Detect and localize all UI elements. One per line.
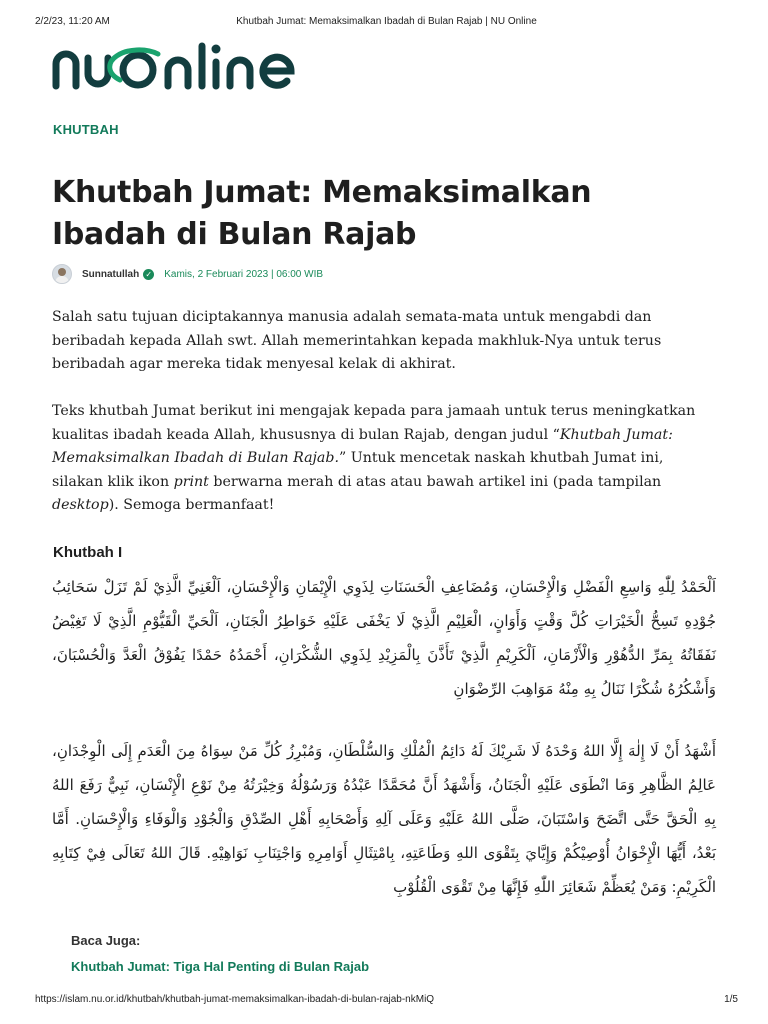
paragraph-italic-desktop: desktop <box>52 497 109 514</box>
paragraph-italic-title: Khutbah Jumat: Memaksimalkan Ibadah di Bulan Rajab. <box>52 426 673 467</box>
print-timestamp: 2/2/23, 11:20 AM <box>35 16 110 27</box>
verified-check-icon: ✓ <box>143 269 154 280</box>
author-avatar[interactable] <box>52 264 72 284</box>
paragraph-intro: Salah satu tujuan diciptakannya manusia adalah semata-mata untuk mengabdi dan beribadah kepada Allah swt. Allah memerintahkan kepada makhluk-Nya untuk terus beribadah agar mereka tidak menyesal kelak di akhirat. <box>52 309 662 373</box>
article-title: Khutbah Jumat: Memaksimalkan Ibadah di Bulan Rajab <box>52 175 592 252</box>
paragraph-italic-print: print <box>173 473 209 490</box>
paragraph-text: ” Untuk mencetak naskah khutbah Jumat ini, silakan klik ikon <box>52 450 664 490</box>
read-also-link[interactable]: Khutbah Jumat: Tiga Hal Penting di Bulan Rajab <box>71 959 370 974</box>
read-also-label: Baca Juga: <box>71 933 141 948</box>
paragraph-text: Teks khutbah Jumat berikut ini mengajak kepada para jamaah untuk terus meningkatkan kualitas ibadah keada Allah, khususnya di bulan Rajab, dengan judul “ <box>52 403 696 443</box>
author-name[interactable]: Sunnatullah <box>82 268 140 280</box>
paragraph-text: ). Semoga bermanfaat! <box>108 497 275 514</box>
paragraph-description <box>52 400 716 518</box>
arabic-text-block: أَشْهَدُ أَنْ لَا إِلٰهَ إِلَّا اللهُ وَحْدَهُ لَا شَرِيْكَ لَهُ دَائِمُ الْمُلْكِ وَالسُّلْطَانِ، وَمُبْرِزُ كُلِّ مَنْ سِوَاهُ مِنَ الْعَدَمِ إِلَى الْوِجْدَانِ، عَالِمُ الظَّاهِرِ وَمَا انْطَوَى عَلَيْهِ الْجَنَانُ، وَأَشْهَدُ أَنَّ مُحَمَّدًا عَبْدُهُ وَرَسُوْلُهُ وَخِيْرَتُهُ مِنْ نَوْعِ الْإِنْسَانِ، نَبِيٌّ رَفَعَ اللهُ بِهِ الْحَقَّ حَتَّى اتَّضَحَ وَاسْتَبَانَ، صَلَّى اللهُ عَلَيْهِ وَعَلَى آلِهِ وَأَصْحَابِهِ أَهْلِ الصِّدْقِ وَالْجُوْدِ وَالْوَفَاءِ وَالْإِحْسَانِ. أَمَّا بَعْدُ، أَيُّهَا الْإِخْوَانُ أُوْصِيْكُمْ وَإِيَّايَ بِتَقْوَى اللهِ وَطَاعَتِهِ، بِامْتِثَالِ أَوَامِرِهِ وَاجْتِنَابِ نَوَاهِيْهِ. قَالَ اللهُ تَعَالَى فِيْ كِتَابِهِ الْكَرِيْمِ: وَمَنْ يُعَظِّمْ شَعَائِرَ اللّٰهِ فَإِنَّهَا مِنْ تَقْوَى الْقُلُوْبِ <box>52 742 716 896</box>
category-label[interactable]: KHUTBAH <box>53 122 119 137</box>
publish-date: Kamis, 2 Februari 2023 | 06:00 WIB <box>164 268 324 280</box>
arabic-text-block: اَلْحَمْدُ لِلّٰهِ وَاسِعِ الْفَضْلِ وَالْإِحْسَانِ، وَمُضَاعِفِ الْحَسَنَاتِ لِذَوِي الْإِيْمَانِ وَالْإِحْسَانِ، اَلْغَنِيِّ الَّذِيْ لَمْ تَزَلْ سَحَائِبُ جُوْدِهِ تَسِحُّ الْخَيْرَاتِ كُلَّ وَقْتٍ وَأَوَانٍ، الْعَلِيْمِ الَّذِيْ لَا يَخْفَى عَلَيْهِ خَوَاطِرُ الْجَنَانِ، اَلْحَيِّ الْقَيُّوْمِ الَّذِيْ لَا تَغِيْضُ نَفَقَاتُهُ بِمَرِّ الدُّهُوْرِ وَالْأَزْمَانِ، اَلْكَرِيْمِ الَّذِيْ تَأَذَّنَ بِالْمَزِيْدِ لِذَوِي الشُّكْرَانِ، أَحْمَدُهُ حَمْدًا يَفُوْقُ الْعَدَّ وَالْحُسْبَانَ، وَأَشْكُرُهُ شُكْرًا نَنَالُ بِهِ مِنْهُ مَوَاهِبَ الرِّضْوَانِ <box>52 578 716 698</box>
paragraph-text: berwarna merah di atas atau bawah artikel ini (pada tampilan <box>208 473 662 490</box>
print-page-title: Khutbah Jumat: Memaksimalkan Ibadah di Bulan Rajab | NU Online <box>236 16 537 27</box>
print-url: https://islam.nu.or.id/khutbah/khutbah-jumat-memaksimalkan-ibadah-di-bulan-rajab-nkMiQ <box>35 994 435 1005</box>
article-meta <box>52 264 323 284</box>
nu-online-logo[interactable] <box>52 40 322 96</box>
section-heading: Khutbah I <box>53 544 123 561</box>
print-page-number: 1/5 <box>724 994 738 1005</box>
